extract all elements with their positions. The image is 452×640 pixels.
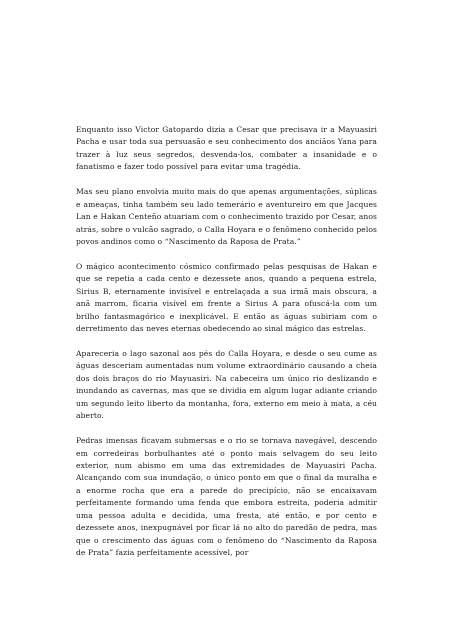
paragraph-4: Apareceria o lago sazonal aos pés do Calla Hoyara, e desde o seu cume as águas desceriam aumentadas num volume extraordinário causando a cheia dos dois braços do rio Mayuasiri. Na cabeceira um único rio deslizando e inundando as cavernas, mas que se dividia em algum lugar adiante criando um segundo leito liberto da montanha, fora, externo em meio à mata, a céu aberto. (76, 348, 377, 421)
paragraph-1: Enquanto isso Victor Gatopardo dizia a Cesar que precisava ir a Mayuasiri Pacha e usar toda sua persuasão e seu conhecimento dos anciãos Yana para trazer à luz seus segredos, desvenda-los, combater a insanidade e o fanatismo e fazer todo possível para evitar uma tragédia. (76, 125, 377, 172)
paragraph-5: Pedras imensas ficavam submersas e o rio se tornava navegável, descendo em corredeiras borbulhantes até o ponto mais selvagem do seu leito exterior, num abismo em uma das extremidades de Mayuasiri Pacha. Alcançando com sua inundação, o único ponto em que o final da muralha e a enorme rocha que era a parede do precipício, não se encaixavam perfeitamente formando uma fenda que embora estreita, poderia admitir uma pessoa adulta e decidida, uma fresta, até então, e por cento e dezessete anos, inexpugnável por ficar lá no alto do paredão de pedra, mas que o crescimento das águas com o fenômeno do “Nascimento da Raposa de Prata” fazia perfeitamente acessível, por (76, 436, 377, 558)
paragraph-3: O mágico acontecimento cósmico confirmado pelas pesquisas de Hakan e que se repetia a cada cento e dezessete anos, quando a pequena estrela, Sirius B, eternamente invisível e entrelaçada a sua irmã mais obscura, a anã marrom, ficaria visível em frente a Sirius A para ofuscá-la com um brilho fantasmagórico e inexplicável. E então as águas subiriam com o derretimento das neves eternas obedecendo ao sinal mágico das estrelas. (76, 261, 377, 334)
paragraph-2: Mas seu plano envolvia muito mais do que apenas argumentações, súplicas e ameaças, tinha também seu lado temerário e aventureiro em que Jacques Lan e Hakan Centeño atuariam com o conhecimento trazido por Cesar, anos atrás, sobre o vulcão sagrado, o Calla Hoyara e o fenômeno conhecido pelos povos andinos como o “Nascimento da Raposa de Prata.” (76, 187, 377, 247)
body-text (76, 124, 377, 560)
